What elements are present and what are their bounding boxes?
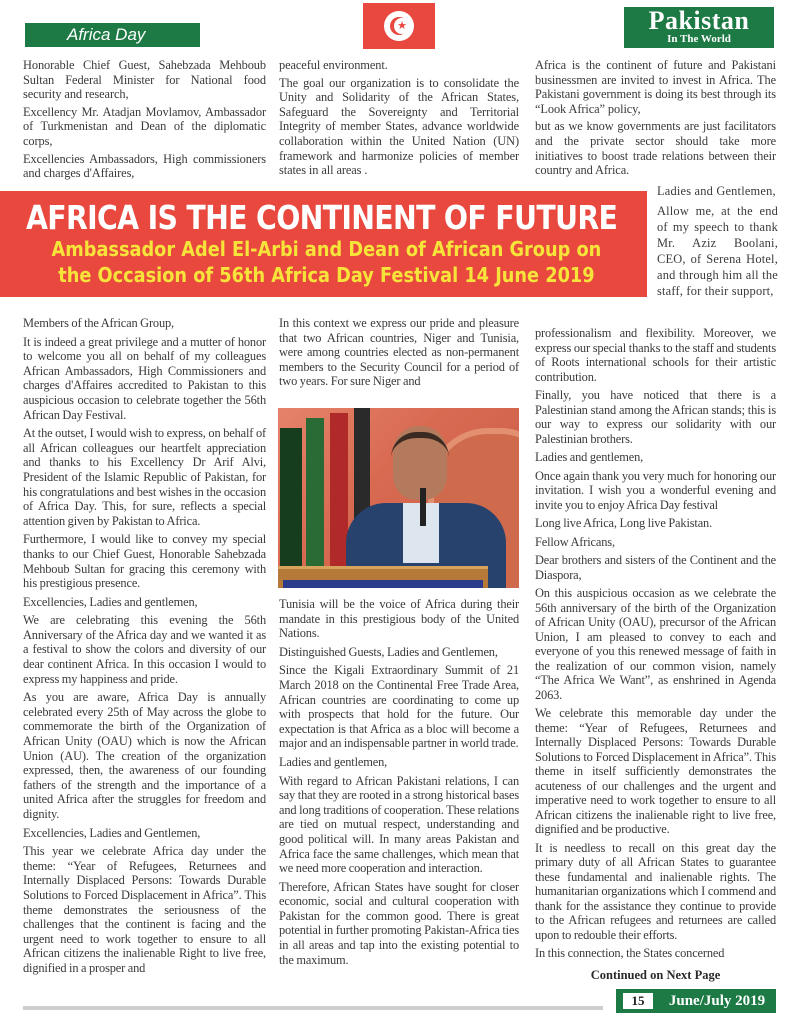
paragraph: Ladies and gentlemen, [535, 450, 644, 464]
footer-rule [23, 1006, 603, 1010]
flag-star-icon: ★ [397, 20, 407, 32]
paragraph: peaceful environment. [279, 58, 388, 72]
subheadline-line-1: Ambassador Adel El-Arbi and Dean of African Group on [51, 237, 602, 261]
paragraph: Finally, you have noticed that there is a Palestinian stand among the African stands; this is our way to express our solidarity with our Palestinian brothers. [535, 388, 776, 446]
photo-microphone [420, 488, 426, 526]
main-column-2-top [279, 316, 519, 393]
continued-note: Continued on Next Page [535, 968, 776, 983]
magazine-logo [624, 7, 774, 48]
paragraph: As you are aware, Africa Day is annually celebrated every 25th of May across the globe to commemorate the birth of the Organization of African Unity (OAU) which is now the African Union (AU). The creation of the organization expressed, then, the awareness of our founding fathers of the strength and the importance of a united Africa after the struggles for freedom and dignity. [23, 690, 266, 821]
paragraph: Once again thank you very much for honoring our invitation. I wish you a wonderful evening and invite you to enjoy Africa Day festival [535, 468, 776, 512]
photo-flag [280, 428, 302, 573]
paragraph: The goal our organization is to consolidate the Unity and Solidarity of the African States, Safeguard the Sovereignty and Territorial Integrity of member States, advance worldwide collaboration within the United Nation (UN) framework and harmonize policies of member states in all areas . [279, 75, 519, 178]
paragraph: Honorable Chief Guest, Sahebzada Mehboub Sultan Federal Minister for National food security and research, [23, 58, 266, 102]
photo-flag [306, 418, 324, 568]
main-column-1 [23, 316, 266, 980]
main-column-2-bottom [279, 597, 519, 971]
tunisia-flag-icon [363, 3, 435, 49]
top-column-1 [23, 58, 266, 184]
paragraph: Excellencies, Ladies and Gentlemen, [23, 825, 201, 840]
paragraph: We are celebrating this evening the 56th Anniversary of the Africa day and we wanted it as a festival to show the colors and diversity of our dear continent Africa. In this occasion I would to express my happiness and pride. [23, 613, 266, 686]
side-column [657, 183, 778, 303]
paragraph: Distinguished Guests, Ladies and Gentlemen, [279, 644, 498, 659]
subheadline-line-2: the Occasion of 56th Africa Day Festival 14 June 2019 [58, 263, 595, 287]
paragraph: Tunisia will be the voice of Africa during their mandate in this prestigious body of the United Nations. [279, 597, 519, 641]
issue-date: June/July 2019 [668, 993, 766, 1009]
paragraph: Africa is the continent of future and Pakistani businessmen are invited to invest in Africa. The Pakistani government is doing its best through its “Look Africa” policy, [535, 58, 776, 116]
headline: AFRICA IS THE CONTINENT OF FUTURE [26, 198, 618, 237]
paragraph: It is needless to recall on this great day the primary duty of all African States to guarantee these fundamental and inalienable rights. The humanitarian organizations which I commend and thank for the assistance they continue to provide to the African refugees and returnees are called upon to redouble their efforts. [535, 840, 776, 942]
paragraph: Since the Kigali Extraordinary Summit of 21 March 2018 on the Continental Free Trade Area, African countries are coordinating to come up with prospects that hold for the future. Our expectation is that Africa as a bloc will become a major and an indispensable partner in world trade. [279, 663, 519, 751]
paragraph: Members of the African Group, [23, 316, 175, 330]
subheadline [28, 236, 625, 288]
paragraph: With regard to African Pakistani relations, I can say that they are rooted in a strong historical bases and long traditions of cooperation. These relations are tied on mutual respect, understanding and good political will. In many areas Pakistan and Africa face the same challenges, which mean that we need more cooperation and interaction. [279, 773, 519, 876]
paragraph: In this context we express our pride and pleasure that two African countries, Niger and Tunisia, were among countries elected as non-permanent members to the Security Council for a period of two years. For sure Niger and [279, 316, 519, 389]
paragraph: professionalism and flexibility. Moreover, we express our special thanks to the staff and students of Roots international schools for their artistic contribution. [535, 326, 776, 384]
paragraph: Dear brothers and sisters of the Continent and the Diaspora, [535, 553, 776, 582]
paragraph: Ladies and Gentlemen, [657, 184, 776, 198]
paragraph: Ladies and gentlemen, [279, 754, 388, 769]
logo-title: Pakistan [648, 6, 750, 35]
paragraph: Therefore, African States have sought for closer economic, social and cultural cooperation with Pakistan for the common good. There is great potential in further promoting Pakistan-Africa ties in all areas and tap into the existing potential to the maximum. [279, 879, 519, 967]
photo-podium-panel [283, 580, 483, 588]
top-column-3 [535, 58, 776, 181]
main-column-3 [535, 326, 776, 965]
logo-subtitle: In The World [667, 33, 731, 45]
paragraph: It is indeed a great privilege and a mutter of honor to welcome you all on behalf of my colleagues African Ambassadors, High Commissioners and charges d'Affaires accredited to Pakistan to this auspicious occasion to celebrate together the 56th African Day Festival. [23, 334, 266, 422]
ambassador-photo [278, 408, 519, 588]
paragraph: Excellency Mr. Atadjan Movlamov, Ambassador of Turkmenistan and Dean of the diplomatic corps, [23, 104, 266, 148]
paragraph: but as we know governments are just facilitators and the private sector should take more initiatives to boost trade relations between their country and Africa. [535, 119, 776, 178]
page-number: 15 [623, 993, 653, 1009]
paragraph: Fellow Africans, [535, 534, 615, 549]
footer-bar [616, 989, 776, 1013]
paragraph: In this connection, the States concerned [535, 946, 725, 960]
paragraph: Long live Africa, Long live Pakistan. [535, 516, 713, 530]
headline-banner [0, 191, 647, 297]
paragraph: At the outset, I would wish to express, on behalf of all African colleagues our heartfelt appreciation and thanks to his Excellency Dr Arif Alvi, President of the Islamic Republic of Pakistan, for his congratulations and best wishes in the occasion of Africa Day. This, for sure, reflects a special attention given by Pakistan to Africa. [23, 426, 266, 528]
section-tag: Africa Day [25, 23, 200, 47]
paragraph: On this auspicious occasion as we celebrate the 56th anniversary of the birth of the Organization of African Unity (OAU), precursor of the African Union, I am pleased to convey to each and everyone of you this renewed message of faith in the realization of our common vision, namely “The Africa We Want”, as enshrined in Agenda 2063. [535, 586, 776, 702]
top-column-2 [279, 58, 519, 181]
paragraph: Excellencies, Ladies and gentlemen, [23, 594, 198, 609]
paragraph: Excellencies Ambassadors, High commissioners and charges d'Affaires, [23, 151, 266, 181]
paragraph: Furthermore, I would like to convey my special thanks to our Chief Guest, Honorable Sahebzada Mehboub Sultan for gracing this ceremony with his prestigious presence. [23, 532, 266, 591]
paragraph: This year we celebrate Africa day under the theme: “Year of Refugees, Returnees and Internally Displaced Persons: Towards Durable Solutions to Forced Displacement in Africa”. This theme demonstrates the seriousness of the challenges that the continent is facing and the urgent need to work together to ensure to all African citizens the inalienable Right to live free, dignified in a prosper and [23, 844, 266, 975]
paragraph: Allow me, at the end of my speech to thank Mr. Aziz Boolani, CEO, of Serena Hotel, and through him all the staff, for their support, [657, 204, 778, 298]
paragraph: We celebrate this memorable day under the theme: “Year of Refugees, Returnees and Internally Displaced Persons: Towards Durable Solutions to Forced Displacement in Africa”. This theme in itself sufficiently demonstrates the acuteness of our challenges and the urgent and imperative need to work together to ensure to all African citizens the inalienable right to live free, dignified and be productive. [535, 706, 776, 836]
